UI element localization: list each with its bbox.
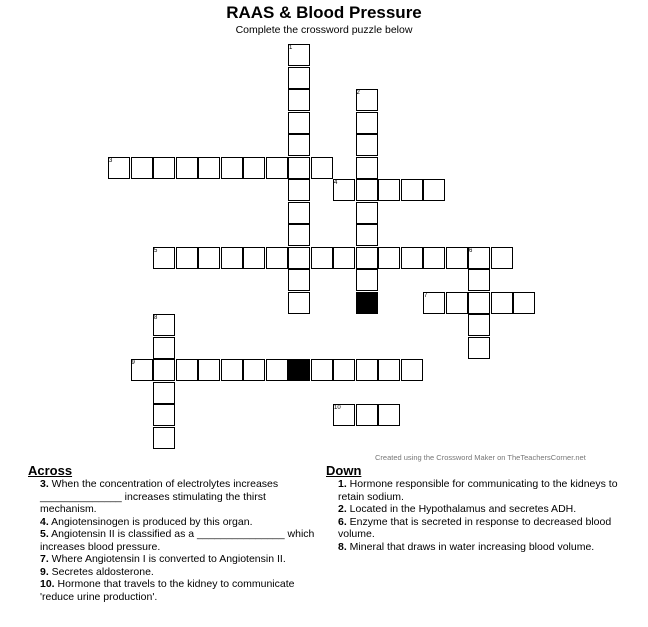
grid-cell[interactable] bbox=[176, 359, 198, 381]
grid-cell[interactable] bbox=[468, 269, 490, 291]
grid-cell[interactable] bbox=[356, 112, 378, 134]
down-clue: 6. Enzyme that is secreted in response to decreased blood volume. bbox=[338, 515, 612, 540]
down-clue: 8. Mineral that draws in water increasing blood volume. bbox=[338, 540, 595, 553]
grid-cell[interactable] bbox=[356, 359, 378, 381]
across-heading: Across bbox=[28, 463, 73, 478]
grid-cell[interactable] bbox=[198, 247, 220, 269]
across-clues bbox=[28, 463, 325, 603]
grid-cell[interactable] bbox=[468, 292, 490, 314]
grid-cell[interactable] bbox=[221, 247, 243, 269]
grid-cell[interactable] bbox=[423, 247, 445, 269]
grid-cell[interactable] bbox=[176, 247, 198, 269]
grid-cell[interactable] bbox=[153, 404, 175, 426]
grid-cell[interactable] bbox=[401, 179, 423, 201]
down-clue: 2. Located in the Hypothalamus and secretes ADH. bbox=[338, 503, 577, 515]
down-clue: 1. Hormone responsible for communicating to the kidneys to retain sodium. bbox=[338, 478, 618, 503]
grid-cell[interactable] bbox=[266, 157, 288, 179]
grid-cell[interactable] bbox=[153, 359, 175, 381]
clue-number: 10 bbox=[334, 405, 341, 411]
down-clues bbox=[326, 463, 623, 553]
grid-cell[interactable] bbox=[266, 359, 288, 381]
across-clue: 7. Where Angiotensin I is converted to Angiotensin II. bbox=[40, 553, 286, 565]
grid-cell[interactable] bbox=[288, 202, 310, 224]
grid-cell[interactable] bbox=[288, 67, 310, 89]
grid-cell[interactable] bbox=[356, 134, 378, 156]
clue-number: 4 bbox=[334, 180, 338, 186]
puzzle-subtitle: Complete the crossword puzzle below bbox=[235, 24, 413, 36]
grid-cell[interactable] bbox=[288, 269, 310, 291]
grid-cell[interactable] bbox=[288, 134, 310, 156]
grid-cell[interactable] bbox=[446, 292, 468, 314]
grid-cell[interactable] bbox=[356, 247, 378, 269]
grid-cell[interactable] bbox=[311, 247, 333, 269]
across-clue: 5. Angiotensin II is classified as a _______________ which increases blood pressure. bbox=[40, 528, 315, 553]
grid-cell[interactable] bbox=[198, 359, 220, 381]
clue-number: 3 bbox=[109, 157, 113, 164]
grid-cell[interactable] bbox=[423, 179, 445, 201]
down-heading: Down bbox=[326, 463, 362, 478]
grid-cell[interactable] bbox=[491, 247, 513, 269]
grid-cell[interactable] bbox=[153, 382, 175, 404]
grid-cell[interactable] bbox=[176, 157, 198, 179]
grid-cell[interactable] bbox=[356, 179, 378, 201]
grid-cell[interactable] bbox=[513, 292, 535, 314]
blocked-cell bbox=[356, 292, 378, 314]
grid-cell[interactable] bbox=[243, 359, 265, 381]
across-clue-list bbox=[40, 478, 325, 603]
grid-cell[interactable] bbox=[356, 157, 378, 179]
clue-number: 5 bbox=[154, 247, 158, 254]
puzzle-title: RAAS & Blood Pressure bbox=[226, 3, 422, 22]
grid-cell[interactable] bbox=[468, 314, 490, 336]
grid-cell[interactable] bbox=[446, 247, 468, 269]
grid-cell[interactable] bbox=[356, 202, 378, 224]
grid-cell[interactable] bbox=[491, 292, 513, 314]
grid-cell[interactable] bbox=[356, 224, 378, 246]
grid-cell[interactable] bbox=[243, 157, 265, 179]
clue-number: 6 bbox=[469, 247, 473, 254]
across-clue: 3. When the concentration of electrolytes increases ______________ increases stimulating the thirst mechanism. bbox=[40, 478, 279, 515]
grid-cell[interactable] bbox=[153, 337, 175, 359]
grid-cell[interactable] bbox=[333, 359, 355, 381]
grid-cell[interactable] bbox=[153, 157, 175, 179]
across-clue: 9. Secretes aldosterone. bbox=[40, 565, 154, 578]
grid-cell[interactable] bbox=[356, 269, 378, 291]
across-clue: 4. Angiotensinogen is produced by this organ. bbox=[40, 515, 253, 528]
grid-cell[interactable] bbox=[288, 157, 310, 179]
grid-cell[interactable] bbox=[243, 247, 265, 269]
grid-cell[interactable] bbox=[311, 157, 333, 179]
grid-cell[interactable] bbox=[288, 224, 310, 246]
blocked-cell bbox=[288, 359, 310, 381]
clue-number: 7 bbox=[424, 292, 428, 299]
grid-cell[interactable] bbox=[468, 337, 490, 359]
grid-cell[interactable] bbox=[311, 359, 333, 381]
grid-cell[interactable] bbox=[356, 404, 378, 426]
across-clue: 10. Hormone that travels to the kidney to communicate 'reduce urine production'. bbox=[40, 578, 295, 603]
grid-cell[interactable] bbox=[288, 247, 310, 269]
grid-cell[interactable] bbox=[378, 247, 400, 269]
grid-cell[interactable] bbox=[288, 179, 310, 201]
grid-cell[interactable] bbox=[288, 89, 310, 111]
grid-cell[interactable] bbox=[288, 292, 310, 314]
grid-cell[interactable] bbox=[378, 404, 400, 426]
grid-cell[interactable] bbox=[153, 427, 175, 449]
grid-cell[interactable] bbox=[401, 359, 423, 381]
grid-cell[interactable] bbox=[221, 157, 243, 179]
down-clue-list bbox=[338, 478, 623, 553]
clue-number: 9 bbox=[131, 360, 135, 366]
grid-cell[interactable] bbox=[266, 247, 288, 269]
credit-line: Created using the Crossword Maker on TheTeachersCorner.net bbox=[375, 453, 586, 462]
grid-cell[interactable] bbox=[131, 157, 153, 179]
grid-cell[interactable] bbox=[401, 247, 423, 269]
grid-cell[interactable] bbox=[378, 179, 400, 201]
grid-cell[interactable] bbox=[221, 359, 243, 381]
clue-number: 8 bbox=[154, 315, 158, 321]
grid-cell[interactable] bbox=[333, 247, 355, 269]
grid-cell[interactable] bbox=[288, 112, 310, 134]
grid-cell[interactable] bbox=[198, 157, 220, 179]
clue-number: 1 bbox=[289, 45, 293, 51]
clue-number: 2 bbox=[356, 90, 360, 96]
grid-cell[interactable] bbox=[378, 359, 400, 381]
